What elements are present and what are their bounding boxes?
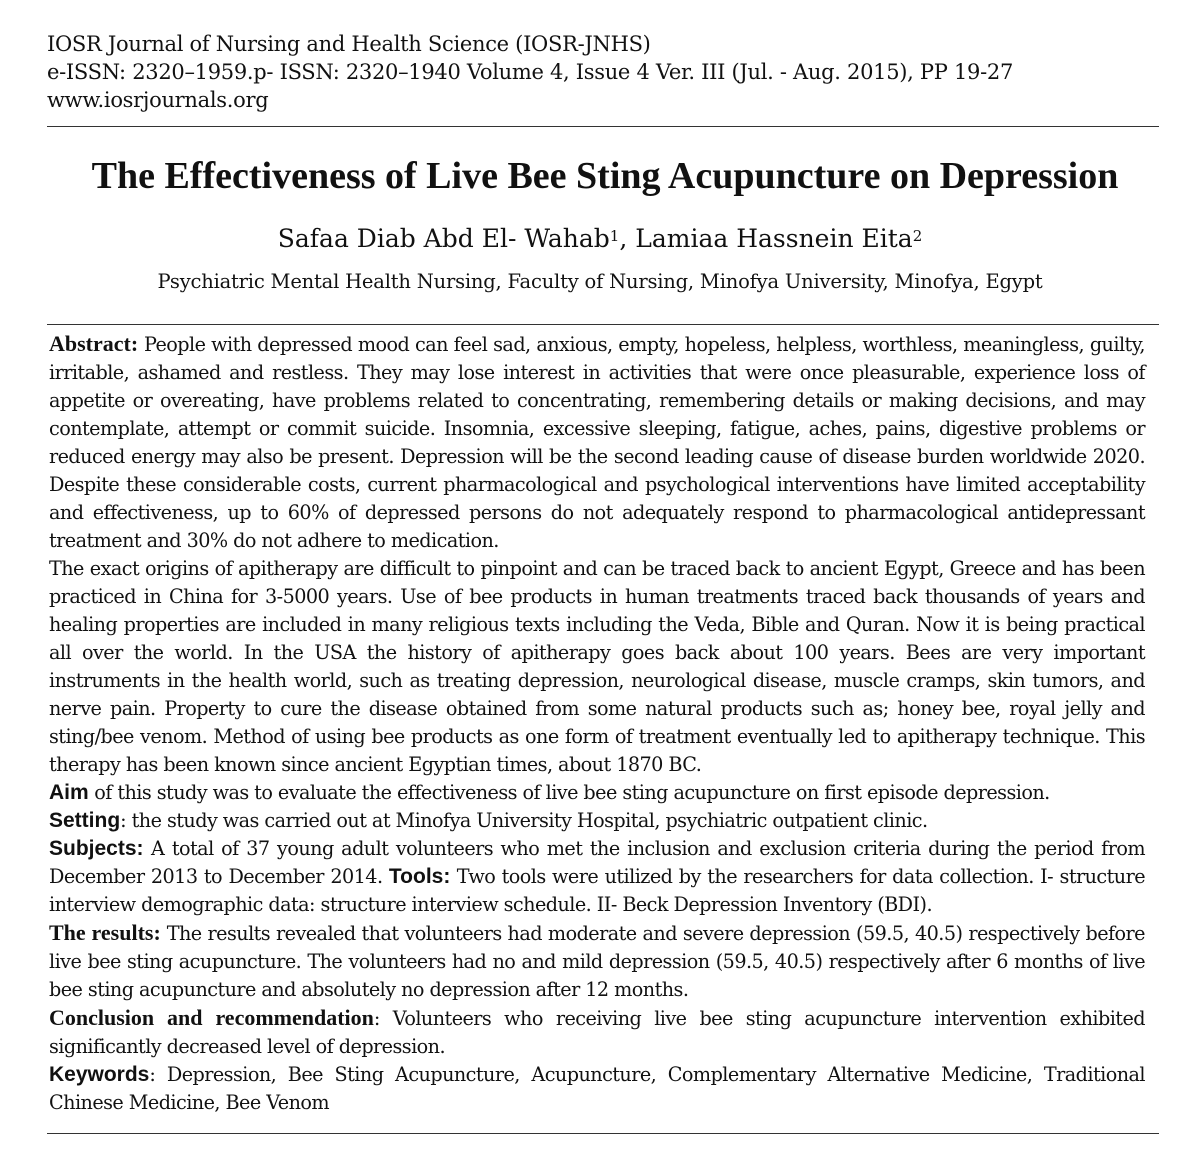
keywords-text: : Depression, Bee Sting Acupuncture, Acupuncture, Complementary Alternative Medicine, Traditional Chinese Medicine, Bee Venom [49, 1063, 1145, 1114]
abstract-text-1: People with depressed mood can feel sad, anxious, empty, hopeless, helpless, worthless, meaningless, guilty, irritable, ashamed and restless. They may lose interest in activities that were once pleasurable, experience loss of appetite or overeating, have problems related to concentrating, remembering details or making decisions, and may contemplate, attempt or commit suicide. Insomnia, excessive sleeping, fatigue, aches, pains, digestive problems or reduced energy may also be present. Depression will be the second leading cause of disease burden worldwide 2020. Despite these considerable costs, current pharmacological and psychological interventions have limited acceptability and effectiveness, up to 60% of depressed persons do not adequately respond to pharmacological antidepressant treatment and 30% do not adhere to medication. [49, 333, 1145, 552]
journal-website: www.iosrjournals.org [47, 88, 269, 112]
aim-label: Aim [49, 781, 89, 804]
abstract-label: Abstract: [49, 331, 139, 356]
conclusion-label: Conclusion and recommendation [49, 1005, 374, 1030]
setting-label: Setting [49, 809, 121, 832]
author-separator: , [619, 224, 636, 253]
subjects-paragraph [49, 835, 1145, 919]
paper-title: The Effectiveness of Live Bee Sting Acupuncture on Depression [91, 155, 1119, 197]
keywords-paragraph [49, 1061, 1145, 1117]
setting-paragraph [49, 807, 1145, 835]
subjects-text: A total of 37 young adult volunteers who met the inclusion and exclusion criteria during the period from December 2013 to December 2014. [49, 837, 1145, 888]
journal-header [47, 30, 1147, 114]
keywords-label: Keywords [49, 1063, 150, 1086]
author-2: Lamiaa Hassnein Eita [635, 224, 913, 253]
abstract-bottom-rule [47, 1133, 1159, 1134]
issn-line: e-ISSN: 2320–1959.p- ISSN: 2320–1940 Volume 4, Issue 4 Ver. III (Jul. - Aug. 2015), PP 19-27 [47, 60, 1014, 84]
conclusion-paragraph [49, 1004, 1145, 1061]
tools-text: Two tools were utilized by the researchers for data collection. I- structure interview demographic data: structure interview schedule. II- Beck Depression Inventory (BDI). [49, 865, 1145, 916]
aim-text: of this study was to evaluate the effectiveness of live bee sting acupuncture on first episode depression. [88, 781, 1050, 804]
aim-paragraph [49, 779, 1145, 807]
conclusion-text: : Volunteers who receiving live bee sting acupuncture intervention exhibited significantly decreased level of depression. [49, 1007, 1145, 1058]
abstract-top-rule [47, 324, 1159, 325]
subjects-label: Subjects: [49, 837, 144, 860]
journal-name: IOSR Journal of Nursing and Health Science (IOSR-JNHS) [47, 32, 651, 56]
results-label: The results: [49, 920, 161, 945]
setting-text: : the study was carried out at Minofya University Hospital, psychiatric outpatient clinic. [120, 809, 928, 832]
results-text: The results revealed that volunteers had moderate and severe depression (59.5, 40.5) respectively before live bee sting acupuncture. The volunteers had no and mild depression (59.5, 40.5) respectively after 6 months of live bee sting acupuncture and absolutely no depression after 12 months. [49, 922, 1145, 1001]
header-rule [47, 126, 1159, 127]
author-1: Safaa Diab Abd El- Wahab [277, 224, 610, 253]
abstract-text-2: The exact origins of apitherapy are difficult to pinpoint and can be traced back to ancient Egypt, Greece and has been practiced in China for 3-5000 years. Use of bee products in human treatments traced back thousands of years and healing properties are included in many religious texts including the Veda, Bible and Quran. Now it is being practical all over the world. In the USA the history of apitherapy goes back about 100 years. Bees are very important instruments in the health world, such as treating depression, neurological disease, muscle cramps, skin tumors, and nerve pain. Property to cure the disease obtained from some natural products such as; honey bee, royal jelly and sting/bee venom. Method of using bee products as one form of treatment eventually led to apitherapy technique. This therapy has been known since ancient Egyptian times, about 1870 BC. [49, 557, 1145, 776]
author-1-affil-mark: 1 [609, 227, 620, 245]
results-paragraph [49, 919, 1145, 1004]
abstract-block [49, 330, 1145, 1117]
abstract-paragraph-1 [49, 330, 1145, 555]
abstract-paragraph-2 [49, 555, 1145, 779]
author-line [40, 222, 1160, 256]
author-2-affil-mark: 2 [912, 227, 923, 245]
tools-label: Tools: [388, 865, 451, 888]
affiliation: Psychiatric Mental Health Nursing, Faculty of Nursing, Minofya University, Minofya, Egypt [157, 270, 1043, 293]
